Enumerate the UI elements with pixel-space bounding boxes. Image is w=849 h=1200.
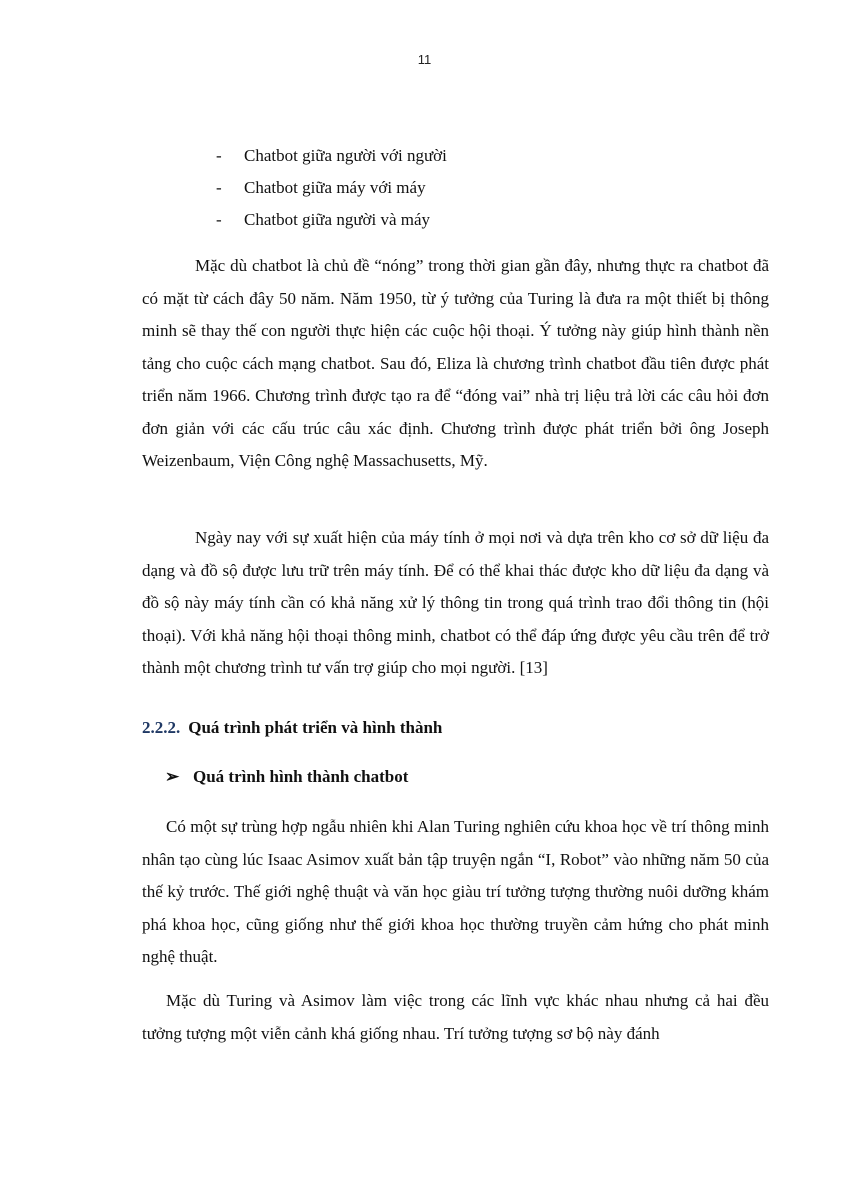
subsection-title: Quá trình hình thành chatbot [193, 767, 409, 786]
subsection-heading [165, 767, 408, 787]
paragraph-modern-chatbot: Ngày nay với sự xuất hiện của máy tính ở mọi nơi và dựa trên kho cơ sở dữ liệu đa dạng và đồ sộ được lưu trữ trên máy tính. Để có thể khai thác được kho dữ liệu đa dạng và đồ sộ này máy tính cần có khả năng xử lý thông tin trong quá trình trao đổi thông tin (hội thoại). Với khả năng hội thoại thông minh, chatbot có thể đáp ứng được yêu cầu trên để trở thành một chương trình tư vấn trợ giúp cho mọi người. [13] [142, 528, 769, 677]
list-item-text: Chatbot giữa máy với máy [244, 178, 426, 197]
list-item [216, 140, 447, 172]
dash-marker: - [216, 146, 222, 165]
section-heading [142, 718, 442, 738]
list-item-text: Chatbot giữa người với người [244, 146, 447, 165]
bullet-list [216, 140, 447, 236]
section-number: 2.2.2. [142, 718, 181, 737]
paragraph-vision: Mặc dù Turing và Asimov làm việc trong các lĩnh vực khác nhau nhưng cả hai đều tưởng tượng một viễn cảnh khá giống nhau. Trí tưởng tượng sơ bộ này đánh [142, 991, 769, 1043]
list-item-text: Chatbot giữa người và máy [244, 210, 431, 229]
dash-marker: - [216, 210, 222, 229]
list-item [216, 204, 447, 236]
dash-marker: - [216, 178, 222, 197]
page-number: 11 [417, 52, 432, 67]
paragraph-chatbot-history: Mặc dù chatbot là chủ đề “nóng” trong thời gian gần đây, nhưng thực ra chatbot đã có mặt từ cách đây 50 năm. Năm 1950, từ ý tưởng của Turing là đưa ra một thiết bị thông minh sẽ thay thế con người thực hiện các cuộc hội thoại. Ý tưởng này giúp hình thành nền tảng cho cuộc cách mạng chatbot. Sau đó, Eliza là chương trình chatbot đầu tiên được phát triển năm 1966. Chương trình được tạo ra để “đóng vai” nhà trị liệu trả lời các câu hỏi đơn đơn giản với các cấu trúc câu xác định. Chương trình được phát triển bởi ông Joseph Weizenbaum, Viện Công nghệ Massachusetts, Mỹ. [142, 256, 769, 470]
section-title: Quá trình phát triển và hình thành [188, 718, 443, 737]
arrow-bullet-icon: ➢ [165, 767, 180, 786]
list-item [216, 172, 447, 204]
paragraph-turing-asimov: Có một sự trùng hợp ngẫu nhiên khi Alan Turing nghiên cứu khoa học về trí thông minh nhân tạo cùng lúc Isaac Asimov xuất bản tập truyện ngắn “I, Robot” vào những năm 50 của thế kỷ trước. Thế giới nghệ thuật và văn học giàu trí tưởng tượng thường nuôi dưỡng khám phá khoa học, cũng giống như thế giới khoa học thường truyền cảm hứng cho phát minh nghệ thuật. [142, 817, 769, 966]
